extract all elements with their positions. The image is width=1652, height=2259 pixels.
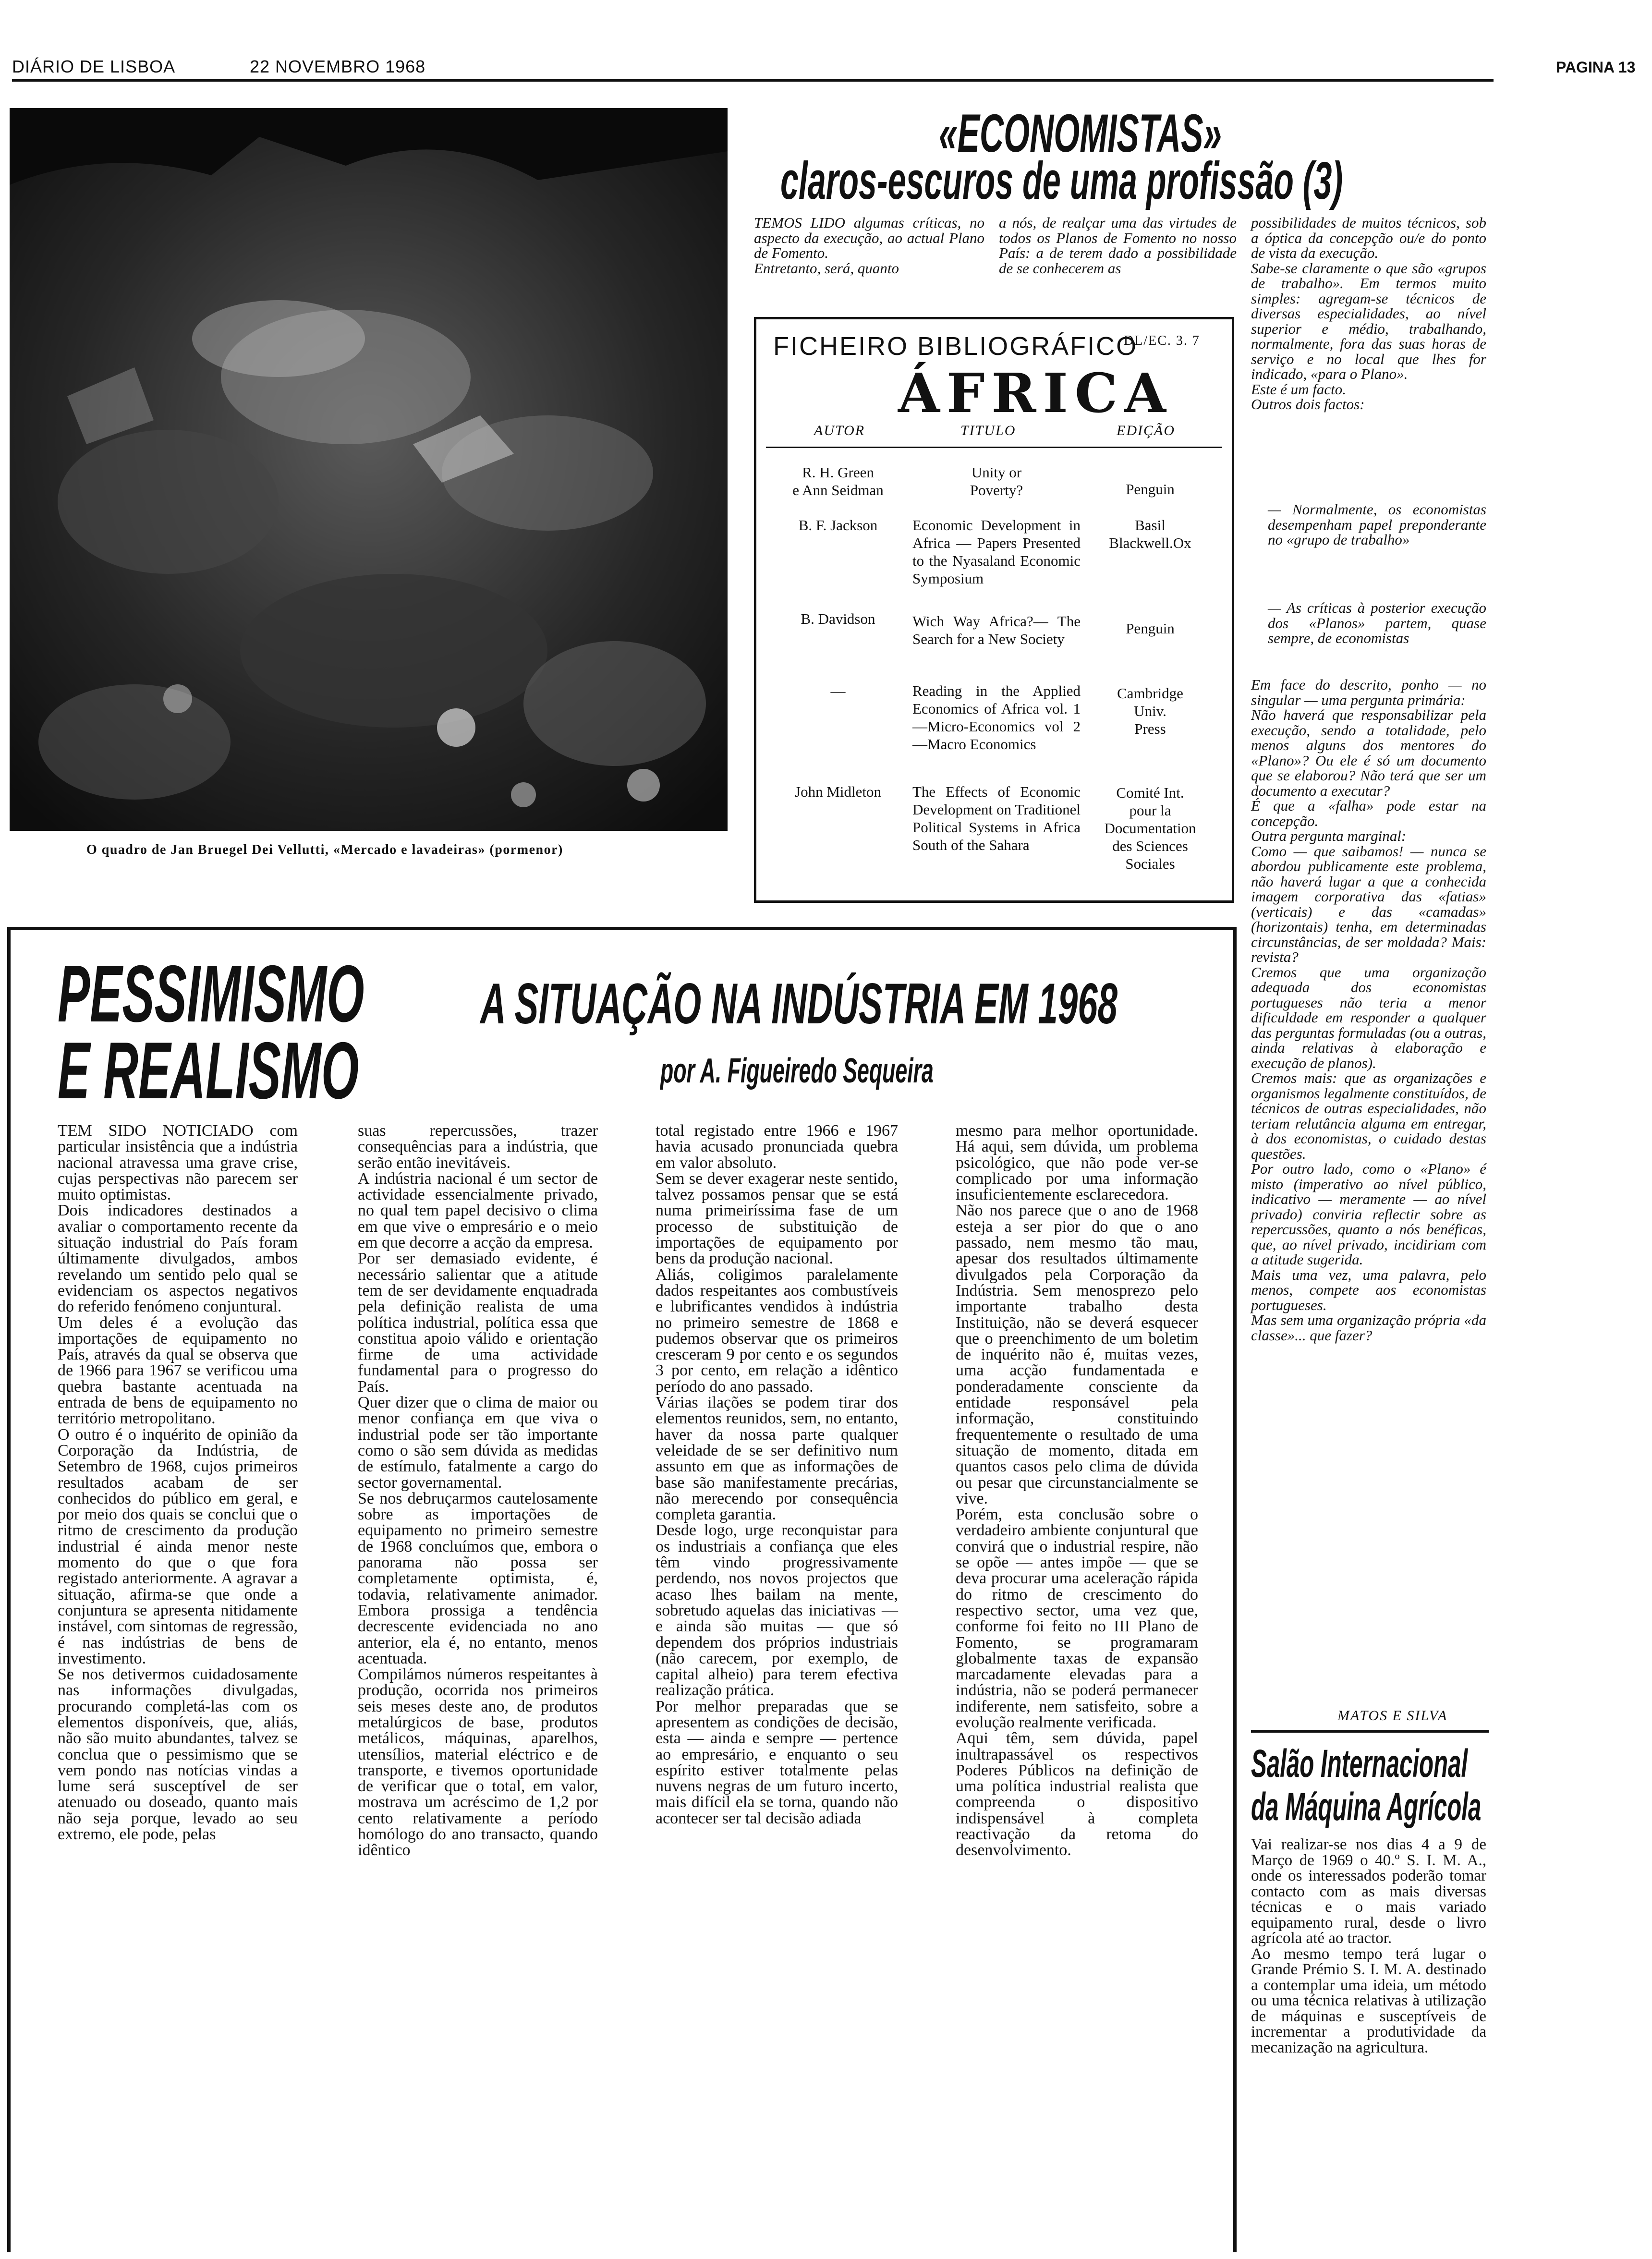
header-rule bbox=[12, 79, 1494, 82]
salao-text: Vai realizar-se nos dias 4 a 9 de Março de 1969 o 40.º S. I. M. A., onde os interessados poderão tomar contacto com as mais diversas técnicas e o mais variado equipamento rural, desde o livro agrícola até ao tractor. Ao mesmo tempo terá lugar o Grande Prémio S. I. M. A. destinado a contemplar uma ideia, um método ou uma técnica relativas à utilização de máquinas e susceptíveis de incrementar a produtividade da mecanização na agricultura. bbox=[1251, 1836, 1486, 2056]
industria-kicker-2: E REALISMO bbox=[58, 1025, 359, 1116]
economistas-col3b: Em face do descrito, ponho — no singular — uma pergunta primária: Não haverá que responsabilizar pela execução, sendo a totalidade, pelo menos alguns dos mentores do «Plano»? Ou ele é só um documento que se elaborou? Não terá que ser um documento a executar? É que a «falha» pode estar na concepção. Outra pergunta marginal: Como — que saibamos! — nunca se abordou publicamente este problema, não haverá lugar a que a conhecida imagem corporativa das «fatias» (verticais) e das «camadas» (horizontais) tenha, em determinadas circunstâncias, de ser moldada? Mais: revista? Cremos que uma organização adequada dos economistas portugueses não teria a menor dificuldade em responder a qualquer das perguntas formuladas (ou a outras, ainda relativas à elaboração e execução de planos). Cremos mais: que as organizações e organismos legalmente constituídos, de técnicos de outras especialidades, não teriam relutância alguma em entregar, à dos economistas, o cuidado destas questões. Por outro lado, como o «Plano» é misto (imperativo ao nível público, indicativo — meramente — ao nível privado) conviria reflectir sobre as repercussões, quanto a nós benéficas, que, ao nível privado, incidiriam com a atitude sugerida. Mais uma vez, uma palavra, pelo menos, compete aos economistas portugueses. Mas sem uma organização própria «da classe»... que fazer? bbox=[1251, 676, 1486, 1344]
ficheiro-row-3-author: B. Davidson bbox=[801, 610, 875, 627]
ficheiro-row-1-author: R. H. Green e Ann Seidman bbox=[792, 464, 884, 498]
masthead-name: DIÁRIO DE LISBOA bbox=[12, 57, 176, 76]
ficheiro-row-5-edition: Comité Int. pour la Documentation des Sciences Sociales bbox=[1104, 784, 1196, 872]
ficheiro-col-edicao: EDIÇÃO bbox=[1117, 423, 1175, 438]
industria-col4: mesmo para melhor oportunidade. Há aqui, sem dúvida, um problema psicológico, que não pode ver-se complicado por uma informação insuficientemente esclarecedora. Não nos parece que o ano de 1968 esteja a ser pior do que o ano passado, nem mesmo tão mau, apesar dos resultados últimamente divulgados pela Corporação da Indústria. Sem menosprezo pelo importante trabalho desta Instituição, não se deverá esquecer que o preenchimento de um boletim de inquérito não é, muitas vezes, uma acção fundamentada e ponderadamente consciente da entidade responsável pela informação, constituindo frequentemente o resultado de uma situação de momento, ditada em quantos casos pelo clima de dúvida ou pesar que circunstancialmente se vive. Porém, esta conclusão sobre o verdadeiro ambiente conjuntural que convirá que o industrial respire, não se opõe — antes impõe — que se deva procurar uma aceleração rápida do ritmo de crescimento do respectivo sector, uma vez que, conforme foi feito no III Plano de Fomento, se programaram globalmente taxas de expansão marcadamente elevadas para a indústria, não se poderá permanecer indiferente, nem satisfeito, sobre a evolução realmente verificada. Aqui têm, sem dúvida, papel inultrapassável os respectivos Poderes Públicos na definição de uma política industrial realista que compreenda o dispositivo indispensável à completa reactivação da retoma do desenvolvimento. bbox=[956, 1122, 1198, 1859]
ficheiro-code: DL/EC. 3. 7 bbox=[1124, 333, 1200, 348]
ficheiro-row-3-edition: Penguin bbox=[1126, 620, 1175, 637]
salao-rule bbox=[1251, 1730, 1489, 1733]
painting-photo bbox=[10, 108, 728, 831]
industria-col3: total registado entre 1966 e 1967 havia acusado pronunciada quebra em valor absoluto. Sem se dever exagerar neste sentido, talvez possamos pensar que se está numa primeiríssima fase de um processo de substituição de importações de equipamento por bens da produção nacional. Aliás, coligimos paralelamente dados respeitantes aos combustíveis e lubrificantes vendidos à indústria no primeiro semestre de 1868 e pudemos observar que os primeiros cresceram 9 por cento e os segundos 3 por cento, em relação a idêntico período do ano passado. Várias ilações se podem tirar dos elementos reunidos, sem, no entanto, haver da nossa parte qualquer veleidade de se ser definitivo num assunto em que as informações de base são manifestamente precárias, não merecendo por consequência completa garantia. Desde logo, urge reconquistar para os industriais a confiança que eles têm vindo progressivamente perdendo, nos novos projectos que acaso lhes bailam na mente, sobretudo aquelas das iniciativas — e ainda são muitas — que só dependem dos próprios industriais (não carecem, por exemplo, de capital alheio) para terem efectiva realização prática. Por melhor preparadas que se apresentem as condições de decisão, esta — ainda e sempre — pertence ao empresário, e enquanto o seu espírito estiver totalmente pelas nuvens negras de um futuro incerto, mais difícil ela se torna, quando não acontecer ser tal decisão adiada bbox=[656, 1122, 898, 1827]
industria-col1: TEM SIDO NOTICIADO com particular insistência que a indústria nacional atravessa uma grave crise, cujas perspectivas não parecem ser muito optimistas. Dois indicadores destinados a avaliar o comportamento recente da situação industrial do País foram últimamente divulgados, ambos revelando um sentido pelo qual se evidenciam os aspectos negativos do referido fenómeno conjuntural. Um deles é a evolução das importações de equipamento no País, através da qual se observa que de 1966 para 1967 se verificou uma quebra bastante acentuada na entrada de bens de equipamento no território metropolitano. O outro é o inquérito de opinião da Corporação da Indústria, de Setembro de 1968, cujos primeiros resultados acabam de ser conhecidos do público em geral, e por meio dos quais se conclui que o ritmo de crescimento da produção industrial é ainda menor neste momento do que o que fora registado anteriormente. A agravar a situação, afirma-se que onde a conjuntura se apresenta nitidamente instável, com sintomas de regressão, é nas indústrias de bens de investimento. Se nos detivermos cuidadosamente nas informações divulgadas, procurando completá-las com os elementos disponíveis, que, aliás, não são muito abundantes, talvez se conclua que o pessimismo que se vem pondo nas notícias vindas a lume será susceptível de ser atenuado ou doseado, quanto mais não seja porque, levado ao seu extremo, ele pode, pelas bbox=[58, 1122, 298, 1844]
ficheiro-row-2-edition: Basil Blackwell.Ox bbox=[1109, 517, 1191, 551]
economistas-author: MATOS E SILVA bbox=[1337, 1708, 1448, 1724]
painting-illustration bbox=[10, 108, 728, 831]
ficheiro-col-titulo: TITULO bbox=[960, 423, 1016, 438]
ficheiro-row-2-author: B. F. Jackson bbox=[798, 517, 878, 534]
industria-title: A SITUAÇÃO NA INDÚSTRIA EM 1968 bbox=[480, 972, 1118, 1036]
industria-col2: suas repercussões, trazer consequências para a indústria, que serão então inevitáveis. A indústria nacional é um sector de actividade essencialmente privado, no qual tem papel decisivo o clima em que vive o empresário e o meio em que decorre a acção da empresa. Por ser demasiado evidente, é necessário salientar que a atitude tem de ser devidamente enquadrada pela definição realista de uma política industrial, política essa que constitua apoio válido e orientação firme de uma actividade fundamental para o progresso do País. Quer dizer que o clima de maior ou menor confiança em que viva o industrial pode ser tão importante como o são sem dúvida as medidas de estímulo, fatalmente a cargo do sector governamental. Se nos debruçarmos cautelosamente sobre as importações de equipamento no primeiro semestre de 1968 concluímos que, embora o panorama não possa ser completamente optimista, é, todavia, relativamente animador. Embora prossiga a tendência decrescente evidenciada no ano anterior, ela é, no entanto, menos acentuada. Compilámos números respeitantes à produção, ocorrida nos primeiros seis meses deste ano, de produtos metalúrgicos de base, produtos metálicos, máquinas, aparelhos, utensílios, material eléctrico e de transporte, e tivemos oportunidade de verificar que o total, em valor, mostrava um acréscimo de 1,2 por cento relativamente a período homólogo do ano transacto, quando idêntico bbox=[358, 1122, 598, 1859]
ficheiro-row-4-title: Reading in the Applied Economics of Africa vol. 1—Micro-Economics vol 2—Macro Economics bbox=[912, 682, 1081, 753]
industria-byline: por A. Figueiredo Sequeira bbox=[660, 1052, 934, 1090]
ficheiro-row-3-title: Wich Way Africa?— The Search for a New Society bbox=[912, 613, 1081, 647]
ficheiro-row-4-edition: Cambridge Univ. Press bbox=[1117, 685, 1183, 737]
issue-date: 22 NOVEMBRO 1968 bbox=[250, 57, 426, 76]
economistas-fact1: — Normalmente, os economistas desempenham papel preponderante no «grupo de trabalho» bbox=[1268, 501, 1486, 548]
economistas-title: «ECONOMISTAS» bbox=[939, 103, 1222, 163]
ficheiro-row-5-title: The Effects of Economic Development on Traditionel Political Systems in Africa South of the Sahara bbox=[912, 783, 1081, 853]
ficheiro-label: FICHEIRO BIBLIOGRÁFICO bbox=[773, 332, 1138, 361]
ficheiro-row-2-title: Economic Development in Africa — Papers Presented to the Nyasaland Economic Symposium bbox=[912, 517, 1081, 587]
ficheiro-col-autor: AUTOR bbox=[814, 423, 865, 438]
ficheiro-region: ÁFRICA bbox=[898, 362, 1173, 425]
economistas-col2: a nós, de realçar uma das virtudes de todos os Planos de Fomento no nosso País: a de terem dado a possibilidade de se conhecerem as bbox=[999, 214, 1237, 277]
salao-title-1: Salão Internacional bbox=[1251, 1742, 1468, 1785]
ficheiro-row-4-author: — bbox=[830, 682, 846, 699]
photo-caption: O quadro de Jan Bruegel Dei Vellutti, «Mercado e lavadeiras» (pormenor) bbox=[86, 842, 563, 857]
ficheiro-row-5-author: John Midleton bbox=[795, 783, 881, 800]
economistas-col1: TEMOS LIDO algumas críticas, no aspecto da execução, ao actual Plano de Fomento. Entretanto, será, quanto bbox=[754, 214, 984, 277]
ficheiro-row-1-edition: Penguin bbox=[1126, 481, 1175, 498]
ficheiro-row-1-title: Unity or Poverty? bbox=[970, 464, 1023, 498]
industria-kicker-1: PESSIMISMO bbox=[58, 948, 364, 1039]
economistas-fact2: — As críticas à posterior execução dos «Planos» partem, quase sempre, de economistas bbox=[1268, 599, 1486, 646]
ficheiro-header-rule bbox=[766, 447, 1222, 448]
salao-title-2: da Máquina Agrícola bbox=[1251, 1785, 1482, 1829]
economistas-subtitle: claros-escuros de uma profissão (3) bbox=[780, 151, 1343, 210]
economistas-col3: possibilidades de muitos técnicos, sob a óptica da concepção ou/e do ponto de vista da execução. Sabe-se claramente o que são «grupos de trabalho». Em termos muito simples: agregam-se técnicos de diversas especialidades, ao nível superior e médio, trabalhando, normalmente, fora das suas horas de serviço e no local que lhes for indicado, «para o Plano». Este é um facto. Outros dois factos: bbox=[1251, 214, 1486, 413]
page-number: PAGINA 13 bbox=[1556, 59, 1636, 76]
